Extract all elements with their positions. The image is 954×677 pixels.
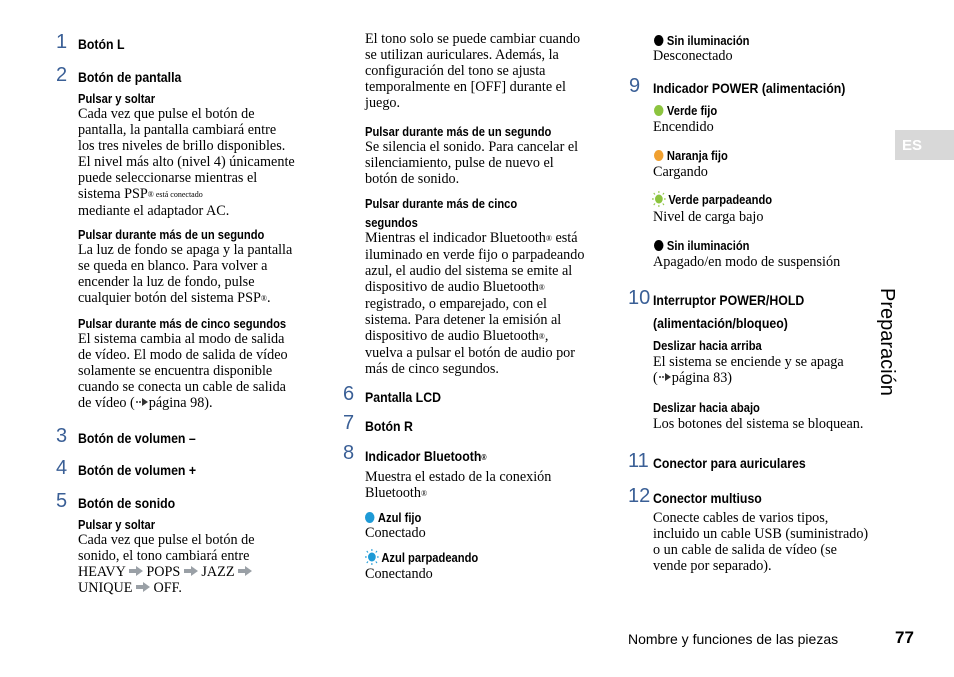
tone-off: OFF. <box>153 580 182 596</box>
text-line: Se silencia el sonido. Para cancelar el <box>365 139 579 155</box>
text-line: juego. <box>365 95 401 111</box>
footer-title: Nombre y funciones de las piezas <box>628 631 839 647</box>
status-label <box>652 191 772 208</box>
text-line: El sistema se enciende y se apaga <box>653 354 844 370</box>
item-number: 4 <box>56 457 68 479</box>
text-line: sistema. Para detener la emisión al <box>365 312 562 328</box>
green-blinking-dot-icon <box>652 191 666 207</box>
subheading: Deslizar hacia arriba <box>653 338 762 353</box>
paragraph <box>653 354 903 386</box>
status-desc: Desconectado <box>653 48 733 64</box>
text-line: iluminado en verde fijo o parpadeando <box>365 247 585 263</box>
blue-dot-icon <box>365 512 374 523</box>
text-line: Bluetooth <box>365 485 421 501</box>
registered-mark: ® está conectado <box>147 190 203 199</box>
item-title: Botón R <box>365 418 413 434</box>
tone-pops: POPS <box>146 564 181 580</box>
subheading: Pulsar durante más de un segundo <box>365 124 552 139</box>
item-number: 12 <box>628 485 651 507</box>
text-line: . <box>266 290 271 306</box>
text-line: azul, el audio del sistema se emite al <box>365 263 573 279</box>
status-text: Naranja fijo <box>666 148 728 163</box>
tone-heavy: HEAVY <box>78 564 126 580</box>
paragraph <box>78 106 310 219</box>
status-desc: Encendido <box>653 119 714 135</box>
paragraph: Los botones del sistema se bloquean. <box>653 416 864 432</box>
text-line: Mientras el indicador Bluetooth <box>365 230 546 246</box>
page-number: 77 <box>895 628 914 647</box>
status-text: Azul parpadeando <box>381 550 479 565</box>
status-label <box>654 32 750 49</box>
text-line: Muestra el estado de la conexión <box>365 469 552 485</box>
black-dot-icon <box>654 240 663 251</box>
status-label <box>365 549 478 566</box>
subheading: Pulsar durante más de un segundo <box>78 227 265 242</box>
status-text: Sin iluminación <box>666 33 750 48</box>
item-title: Botón de volumen + <box>78 462 197 478</box>
paragraph <box>365 230 605 377</box>
registered-mark: ® <box>481 453 487 462</box>
registered-mark: ® <box>545 234 552 243</box>
text-line: vende por separado). <box>653 558 772 574</box>
item-number: 9 <box>629 75 641 97</box>
item-number: 2 <box>56 64 68 86</box>
status-label <box>654 237 750 254</box>
status-text: Azul fijo <box>377 510 422 525</box>
status-desc: Conectando <box>365 566 433 582</box>
text-line: La luz de fondo se apaga y la pantalla <box>78 242 293 258</box>
text-line: El sistema cambia al modo de salida <box>78 331 285 347</box>
blue-blinking-dot-icon <box>365 549 379 565</box>
text-line: El tono solo se puede cambiar cuando <box>365 31 581 47</box>
text-line: se queda en blanco. Para volver a <box>78 258 268 274</box>
status-label <box>365 509 421 526</box>
item-title: Botón L <box>78 36 125 52</box>
subheading: Pulsar y soltar <box>78 517 156 532</box>
paragraph <box>78 242 310 307</box>
text-line: página 98). <box>148 395 213 411</box>
tone-jazz: JAZZ <box>201 564 235 580</box>
text-line: dispositivo de audio Bluetooth <box>365 279 539 295</box>
orange-dot-icon <box>654 150 663 161</box>
paragraph <box>365 469 605 502</box>
text-line: de vídeo. El modo de salida de vídeo <box>78 347 288 363</box>
text-line: o un cable de salida de vídeo (se <box>653 542 837 558</box>
subheading: segundos <box>365 215 418 230</box>
text-line: , <box>544 328 549 344</box>
item-title: Conector para auriculares <box>653 455 806 471</box>
tone-unique: UNIQUE <box>78 580 133 596</box>
item-number: 7 <box>343 412 355 434</box>
status-desc: Cargando <box>653 164 708 180</box>
text-line: sonido, el tono cambiará entre <box>78 548 250 564</box>
text-line: silenciamiento, pulse de nuevo el <box>365 155 554 171</box>
registered-mark: ® <box>538 283 545 292</box>
status-label <box>654 102 717 119</box>
status-text: Verde fijo <box>666 103 718 118</box>
item-number: 3 <box>56 425 68 447</box>
text-line: configuración del tono se ajusta <box>365 63 546 79</box>
status-text: Verde parpadeando <box>668 192 773 207</box>
text-line: los tres niveles de brillo disponibles. <box>78 138 286 154</box>
text-line: mediante el adaptador AC. <box>78 203 230 219</box>
item-title: Interruptor POWER/HOLD <box>653 292 805 308</box>
text-line: se utilizan auriculares. Además, la <box>365 47 559 63</box>
green-dot-icon <box>654 105 663 116</box>
text-line: dispositivo de audio Bluetooth <box>365 328 539 344</box>
status-label <box>654 147 728 164</box>
text-line: encender la luz de fondo, pulse <box>78 274 255 290</box>
status-desc: Conectado <box>365 525 426 541</box>
text-line: está <box>551 230 578 246</box>
paragraph <box>653 510 903 574</box>
text-line: temporalmente en [OFF] durante el <box>365 79 566 95</box>
subheading: Deslizar hacia abajo <box>653 400 760 415</box>
status-desc: Apagado/en modo de suspensión <box>653 254 841 270</box>
item-title: Botón de sonido <box>78 495 176 511</box>
registered-mark: ® <box>260 294 267 303</box>
item-title: Pantalla LCD <box>365 389 441 405</box>
text-line: cuando se conecta un cable de salida <box>78 379 286 395</box>
text-line: El nivel más alto (nivel 4) únicamente <box>78 154 295 170</box>
text-line: ( <box>653 370 658 386</box>
subheading: Pulsar durante más de cinco <box>365 196 518 211</box>
paragraph <box>365 31 605 111</box>
item-title-text: Indicador Bluetooth <box>365 448 482 464</box>
paragraph <box>78 532 310 596</box>
item-number: 1 <box>56 31 68 53</box>
item-number: 11 <box>628 450 649 472</box>
page-ref-arrow-icon <box>658 372 672 382</box>
arrow-right-icon <box>238 566 252 576</box>
text-line: pantalla, la pantalla cambiará entre <box>78 122 277 138</box>
paragraph <box>365 139 605 187</box>
language-label: ES <box>902 137 923 154</box>
subheading: Pulsar y soltar <box>78 91 156 106</box>
text-line: botón de sonido. <box>365 171 460 187</box>
black-dot-icon <box>654 35 663 46</box>
item-number: 5 <box>56 490 68 512</box>
registered-mark: ® <box>538 332 545 341</box>
text-line: solamente se encuentra disponible <box>78 363 273 379</box>
item-number: 6 <box>343 383 355 405</box>
item-title: Indicador POWER (alimentación) <box>653 80 846 96</box>
text-line: puede seleccionarse mientras el <box>78 170 258 186</box>
text-line: incluido un cable USB (suministrado) <box>653 526 869 542</box>
section-label: Preparación <box>876 288 898 396</box>
arrow-right-icon <box>129 566 143 576</box>
item-title: Conector multiuso <box>653 490 762 506</box>
page-ref-arrow-icon <box>135 397 149 407</box>
item-number: 10 <box>628 287 651 309</box>
text-line: página 83) <box>671 370 733 386</box>
status-desc: Nivel de carga bajo <box>653 209 764 225</box>
text-line: sistema PSP <box>78 186 148 202</box>
item-title: Botón de pantalla <box>78 69 182 85</box>
text-line: Conecte cables de varios tipos, <box>653 510 829 526</box>
registered-mark: ® <box>420 489 428 498</box>
item-number: 8 <box>343 442 355 464</box>
arrow-right-icon <box>136 582 150 592</box>
text-line: Cada vez que pulse el botón de <box>78 106 255 122</box>
item-title: (alimentación/bloqueo) <box>653 315 788 331</box>
text-line: cualquier botón del sistema PSP <box>78 290 261 306</box>
item-title <box>365 447 487 467</box>
text-line: más de cinco segundos. <box>365 361 499 377</box>
text-line: vuelva a pulsar el botón de audio por <box>365 345 575 361</box>
text-line: de vídeo ( <box>78 395 135 411</box>
status-text: Sin iluminación <box>666 238 750 253</box>
subheading: Pulsar durante más de cinco segundos <box>78 316 287 331</box>
paragraph <box>78 331 310 411</box>
text-line: registrado, o emparejado, con el <box>365 296 547 312</box>
arrow-right-icon <box>184 566 198 576</box>
text-line: Cada vez que pulse el botón de <box>78 532 255 548</box>
item-title: Botón de volumen – <box>78 430 196 446</box>
